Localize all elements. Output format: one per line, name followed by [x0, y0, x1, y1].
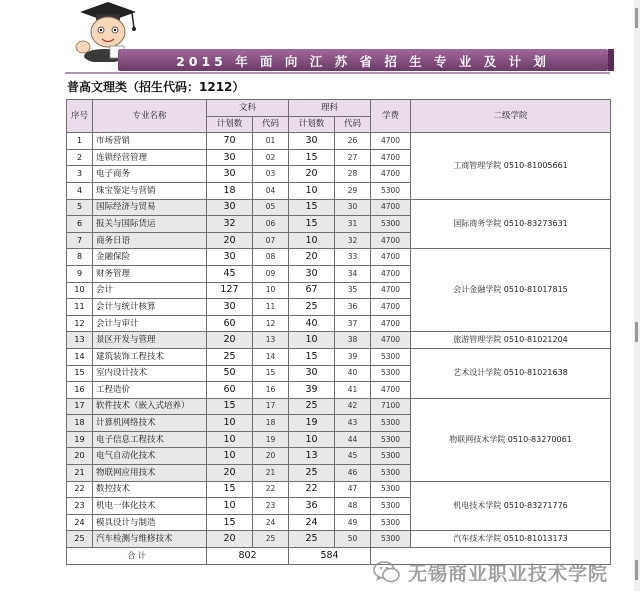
header-fee: 学费: [371, 100, 411, 133]
science-code: 39: [335, 348, 371, 365]
arts-code: 16: [253, 382, 289, 399]
science-plan: 30: [289, 365, 335, 382]
row-index: 25: [67, 531, 93, 548]
row-index: 8: [67, 249, 93, 266]
edge-marker: [635, 322, 638, 342]
major-name: 物联网应用技术: [93, 465, 207, 482]
major-name: 会计与审计: [93, 315, 207, 332]
watermark-text: 无锡商业职业技术学院: [408, 562, 609, 585]
tuition-fee: 4700: [371, 382, 411, 399]
science-plan: 25: [289, 531, 335, 548]
science-code: 43: [335, 415, 371, 432]
wechat-icon: [372, 559, 402, 585]
major-name: 景区开发与管理: [93, 332, 207, 349]
header-college: 二级学院: [411, 100, 611, 133]
arts-plan: 30: [207, 149, 253, 166]
header-index: 序号: [67, 100, 93, 133]
row-index: 17: [67, 398, 93, 415]
edge-marker: [635, 560, 638, 580]
row-index: 16: [67, 382, 93, 399]
science-code: 46: [335, 465, 371, 482]
arts-code: 20: [253, 448, 289, 465]
arts-plan: 15: [207, 514, 253, 531]
row-index: 4: [67, 182, 93, 199]
science-code: 30: [335, 199, 371, 216]
major-name: 机电一体化技术: [93, 498, 207, 515]
header-science-code: 代码: [335, 116, 371, 133]
header-arts-plan: 计划数: [207, 116, 253, 133]
row-index: 1: [67, 133, 93, 150]
science-code: 49: [335, 514, 371, 531]
tuition-fee: 5300: [371, 182, 411, 199]
science-code: 32: [335, 232, 371, 249]
arts-plan: 25: [207, 348, 253, 365]
arts-plan: 20: [207, 332, 253, 349]
arts-code: 24: [253, 514, 289, 531]
row-index: 12: [67, 315, 93, 332]
tuition-fee: 4700: [371, 249, 411, 266]
arts-plan: 20: [207, 232, 253, 249]
arts-code: 05: [253, 199, 289, 216]
college-contact: 艺术设计学院 0510-81021638: [411, 348, 611, 398]
arts-code: 18: [253, 415, 289, 432]
wechat-watermark: [372, 557, 634, 587]
arts-plan: 30: [207, 166, 253, 183]
major-name: 汽车检测与维修技术: [93, 531, 207, 548]
science-code: 33: [335, 249, 371, 266]
arts-plan: 10: [207, 415, 253, 432]
science-code: 36: [335, 299, 371, 316]
science-code: 44: [335, 431, 371, 448]
row-index: 3: [67, 166, 93, 183]
science-code: 47: [335, 481, 371, 498]
total-label: 合 计: [67, 548, 207, 565]
college-contact: 旅游管理学院 0510-81021204: [411, 332, 611, 349]
row-index: 6: [67, 216, 93, 233]
arts-plan: 32: [207, 216, 253, 233]
tuition-fee: 5300: [371, 481, 411, 498]
science-plan: 30: [289, 133, 335, 150]
arts-code: 08: [253, 249, 289, 266]
header-arts-code: 代码: [253, 116, 289, 133]
science-code: 45: [335, 448, 371, 465]
row-index: 13: [67, 332, 93, 349]
tuition-fee: 5300: [371, 348, 411, 365]
arts-code: 25: [253, 531, 289, 548]
arts-plan: 10: [207, 498, 253, 515]
banner-edge: [608, 49, 614, 71]
table-row: [67, 348, 611, 365]
science-code: 35: [335, 282, 371, 299]
header-arts: 文科: [207, 100, 289, 117]
total-arts: 802: [207, 548, 289, 565]
major-name: 会计与统计核算: [93, 299, 207, 316]
college-contact: 工商管理学院 0510-81005661: [411, 133, 611, 199]
science-code: 40: [335, 365, 371, 382]
arts-plan: 45: [207, 265, 253, 282]
major-name: 室内设计技术: [93, 365, 207, 382]
major-name: 建筑装饰工程技术: [93, 348, 207, 365]
science-code: 29: [335, 182, 371, 199]
arts-plan: 10: [207, 448, 253, 465]
arts-plan: 10: [207, 431, 253, 448]
major-name: 数控技术: [93, 481, 207, 498]
tuition-fee: 4700: [371, 282, 411, 299]
tuition-fee: 4700: [371, 315, 411, 332]
tuition-fee: 4700: [371, 332, 411, 349]
row-index: 5: [67, 199, 93, 216]
arts-code: 10: [253, 282, 289, 299]
college-contact: 会计金融学院 0510-81017815: [411, 249, 611, 332]
row-index: 2: [67, 149, 93, 166]
tuition-fee: 4700: [371, 265, 411, 282]
science-plan: 24: [289, 514, 335, 531]
arts-code: 11: [253, 299, 289, 316]
table-row: [67, 398, 611, 415]
table-row: [67, 531, 611, 548]
science-code: 41: [335, 382, 371, 399]
college-contact: 物联网技术学院 0510-83270061: [411, 398, 611, 481]
arts-plan: 18: [207, 182, 253, 199]
arts-code: 15: [253, 365, 289, 382]
tuition-fee: 5300: [371, 415, 411, 432]
tuition-fee: 4700: [371, 232, 411, 249]
science-plan: 10: [289, 182, 335, 199]
major-name: 市场营销: [93, 133, 207, 150]
row-index: 7: [67, 232, 93, 249]
science-plan: 10: [289, 232, 335, 249]
right-scroll-edge: [634, 0, 640, 591]
tuition-fee: 5300: [371, 531, 411, 548]
table-row: [67, 199, 611, 216]
science-plan: 36: [289, 498, 335, 515]
row-index: 23: [67, 498, 93, 515]
arts-code: 04: [253, 182, 289, 199]
science-code: 26: [335, 133, 371, 150]
row-index: 24: [67, 514, 93, 531]
college-contact: 机电技术学院 0510-83271776: [411, 481, 611, 531]
tuition-fee: 4700: [371, 299, 411, 316]
arts-plan: 60: [207, 382, 253, 399]
major-name: 国际经济与贸易: [93, 199, 207, 216]
science-plan: 40: [289, 315, 335, 332]
science-plan: 10: [289, 431, 335, 448]
science-plan: 30: [289, 265, 335, 282]
tuition-fee: 4700: [371, 149, 411, 166]
arts-code: 14: [253, 348, 289, 365]
science-code: 42: [335, 398, 371, 415]
college-contact: 国际商务学院 0510-83273631: [411, 199, 611, 249]
science-plan: 25: [289, 465, 335, 482]
row-index: 21: [67, 465, 93, 482]
row-index: 18: [67, 415, 93, 432]
arts-plan: 30: [207, 199, 253, 216]
science-code: 27: [335, 149, 371, 166]
arts-plan: 30: [207, 299, 253, 316]
row-index: 19: [67, 431, 93, 448]
major-name: 电气自动化技术: [93, 448, 207, 465]
tuition-fee: 7100: [371, 398, 411, 415]
major-name: 珠宝鉴定与营销: [93, 182, 207, 199]
table-row: [67, 481, 611, 498]
row-index: 10: [67, 282, 93, 299]
science-plan: 22: [289, 481, 335, 498]
science-plan: 39: [289, 382, 335, 399]
major-name: 电子商务: [93, 166, 207, 183]
major-name: 金融保险: [93, 249, 207, 266]
tuition-fee: 5300: [371, 216, 411, 233]
major-name: 工程造价: [93, 382, 207, 399]
arts-plan: 30: [207, 249, 253, 266]
tuition-fee: 4700: [371, 166, 411, 183]
arts-code: 13: [253, 332, 289, 349]
science-plan: 13: [289, 448, 335, 465]
science-plan: 15: [289, 348, 335, 365]
table-row: [67, 133, 611, 150]
arts-code: 19: [253, 431, 289, 448]
tuition-fee: 5300: [371, 498, 411, 515]
science-plan: 15: [289, 216, 335, 233]
arts-plan: 60: [207, 315, 253, 332]
science-code: 48: [335, 498, 371, 515]
science-code: 50: [335, 531, 371, 548]
major-name: 软件技术（嵌入式培养）: [93, 398, 207, 415]
major-name: 商务日语: [93, 232, 207, 249]
major-name: 财务管理: [93, 265, 207, 282]
header-science-plan: 计划数: [289, 116, 335, 133]
major-name: 电子信息工程技术: [93, 431, 207, 448]
major-name: 模具设计与制造: [93, 514, 207, 531]
tuition-fee: 5300: [371, 431, 411, 448]
science-code: 34: [335, 265, 371, 282]
major-name: 计算机网络技术: [93, 415, 207, 432]
science-plan: 15: [289, 199, 335, 216]
science-plan: 19: [289, 415, 335, 432]
tuition-fee: 4700: [371, 199, 411, 216]
science-plan: 25: [289, 398, 335, 415]
row-index: 9: [67, 265, 93, 282]
arts-code: 22: [253, 481, 289, 498]
table-row: [67, 249, 611, 266]
major-name: 连锁经营管理: [93, 149, 207, 166]
row-index: 14: [67, 348, 93, 365]
science-plan: 15: [289, 149, 335, 166]
row-index: 15: [67, 365, 93, 382]
tuition-fee: 4700: [371, 133, 411, 150]
major-name: 报关与国际货运: [93, 216, 207, 233]
row-index: 11: [67, 299, 93, 316]
arts-code: 06: [253, 216, 289, 233]
table-row: [67, 332, 611, 349]
science-plan: 25: [289, 299, 335, 316]
arts-code: 01: [253, 133, 289, 150]
enrollment-plan-table: [66, 99, 611, 565]
science-code: 31: [335, 216, 371, 233]
header-major: 专业名称: [93, 100, 207, 133]
tuition-fee: 5300: [371, 465, 411, 482]
science-plan: 67: [289, 282, 335, 299]
arts-code: 23: [253, 498, 289, 515]
college-contact: 汽车技术学院 0510-81013173: [411, 531, 611, 548]
arts-plan: 70: [207, 133, 253, 150]
arts-code: 17: [253, 398, 289, 415]
tuition-fee: 5300: [371, 448, 411, 465]
science-plan: 20: [289, 166, 335, 183]
science-plan: 10: [289, 332, 335, 349]
arts-code: 21: [253, 465, 289, 482]
arts-code: 12: [253, 315, 289, 332]
major-name: 会计: [93, 282, 207, 299]
edge-marker: [635, 8, 638, 28]
science-code: 28: [335, 166, 371, 183]
arts-code: 03: [253, 166, 289, 183]
science-plan: 20: [289, 249, 335, 266]
arts-plan: 15: [207, 398, 253, 415]
arts-code: 07: [253, 232, 289, 249]
page-title: 2015 年 面 向 江 苏 省 招 生 专 业 及 计 划: [176, 54, 550, 69]
arts-plan: 20: [207, 465, 253, 482]
header-science: 理科: [289, 100, 371, 117]
row-index: 20: [67, 448, 93, 465]
arts-plan: 20: [207, 531, 253, 548]
row-index: 22: [67, 481, 93, 498]
arts-plan: 127: [207, 282, 253, 299]
total-science: 584: [289, 548, 371, 565]
tuition-fee: 5300: [371, 365, 411, 382]
title-banner: [118, 49, 608, 71]
banner-divider: [65, 72, 610, 74]
arts-plan: 15: [207, 481, 253, 498]
arts-code: 02: [253, 149, 289, 166]
arts-code: 09: [253, 265, 289, 282]
science-code: 38: [335, 332, 371, 349]
science-code: 37: [335, 315, 371, 332]
tuition-fee: 5300: [371, 514, 411, 531]
arts-plan: 50: [207, 365, 253, 382]
category-label: 普高文理类（招生代码：1212）: [67, 80, 245, 94]
